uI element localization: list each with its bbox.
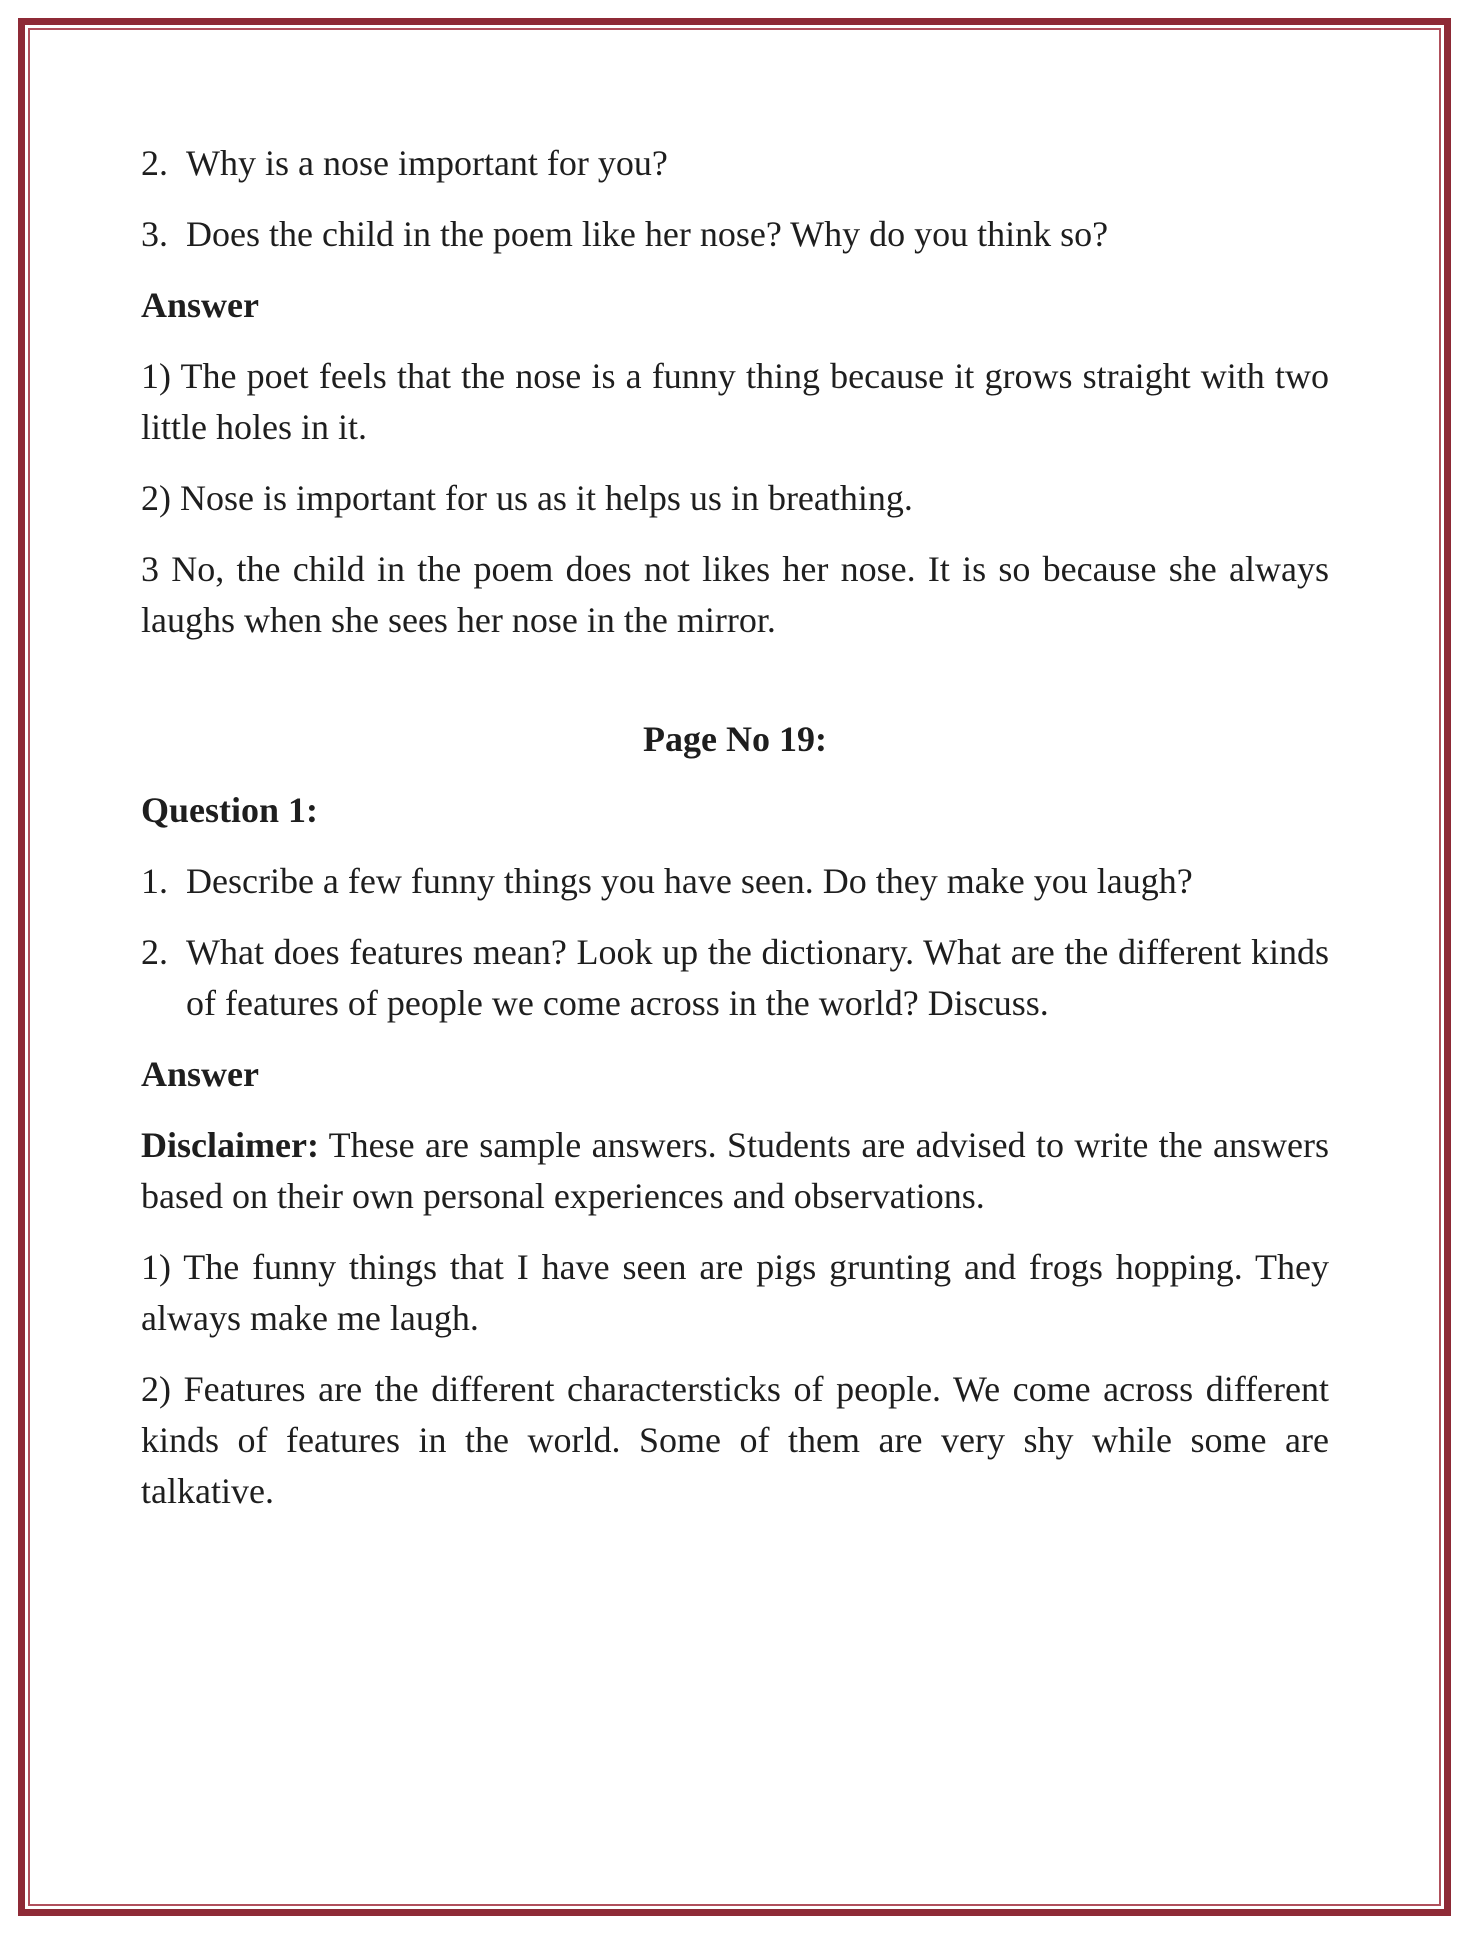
- answer-heading: Answer: [141, 285, 259, 325]
- question-number: 1.: [141, 861, 168, 901]
- question-number: 2.: [141, 143, 168, 183]
- answer-paragraph: 3 No, the child in the poem does not likes her nose. It is so because she always laughs when she sees her nose in the mirror.: [141, 549, 1329, 640]
- document-content: [141, 138, 1329, 1537]
- question-text: What does features mean? Look up the dictionary. What are the different kinds of features of people we come across in the world? Discuss.: [186, 932, 1329, 1023]
- question-item: [141, 927, 1329, 1029]
- question-number: 2.: [141, 932, 168, 972]
- answer-paragraph: 1) The funny things that I have seen are pigs grunting and frogs hopping. They always make me laugh.: [141, 1247, 1329, 1338]
- question-text: Describe a few funny things you have seen. Do they make you laugh?: [186, 861, 1193, 901]
- page-number-heading: Page No 19:: [643, 719, 827, 759]
- question-item: [141, 138, 1329, 189]
- disclaimer-text: These are sample answers. Students are advised to write the answers based on their own personal experiences and observations.: [141, 1125, 1329, 1216]
- disclaimer-paragraph: [141, 1120, 1329, 1222]
- answer-heading: Answer: [141, 1054, 259, 1094]
- question-item: [141, 856, 1329, 907]
- question-item: [141, 209, 1329, 260]
- answer-paragraph: 2) Features are the different charactersticks of people. We come across different kinds of features in the world. Some of them are very shy while some are talkative.: [141, 1369, 1329, 1511]
- question-number: 3.: [141, 214, 168, 254]
- answer-paragraph: 1) The poet feels that the nose is a funny thing because it grows straight with two little holes in it.: [141, 356, 1329, 447]
- question-heading: Question 1:: [141, 790, 319, 830]
- answer-paragraph: 2) Nose is important for us as it helps us in breathing.: [141, 478, 913, 518]
- disclaimer-label: Disclaimer:: [141, 1125, 319, 1165]
- question-text: Why is a nose important for you?: [186, 143, 668, 183]
- question-text: Does the child in the poem like her nose? Why do you think so?: [186, 214, 1109, 254]
